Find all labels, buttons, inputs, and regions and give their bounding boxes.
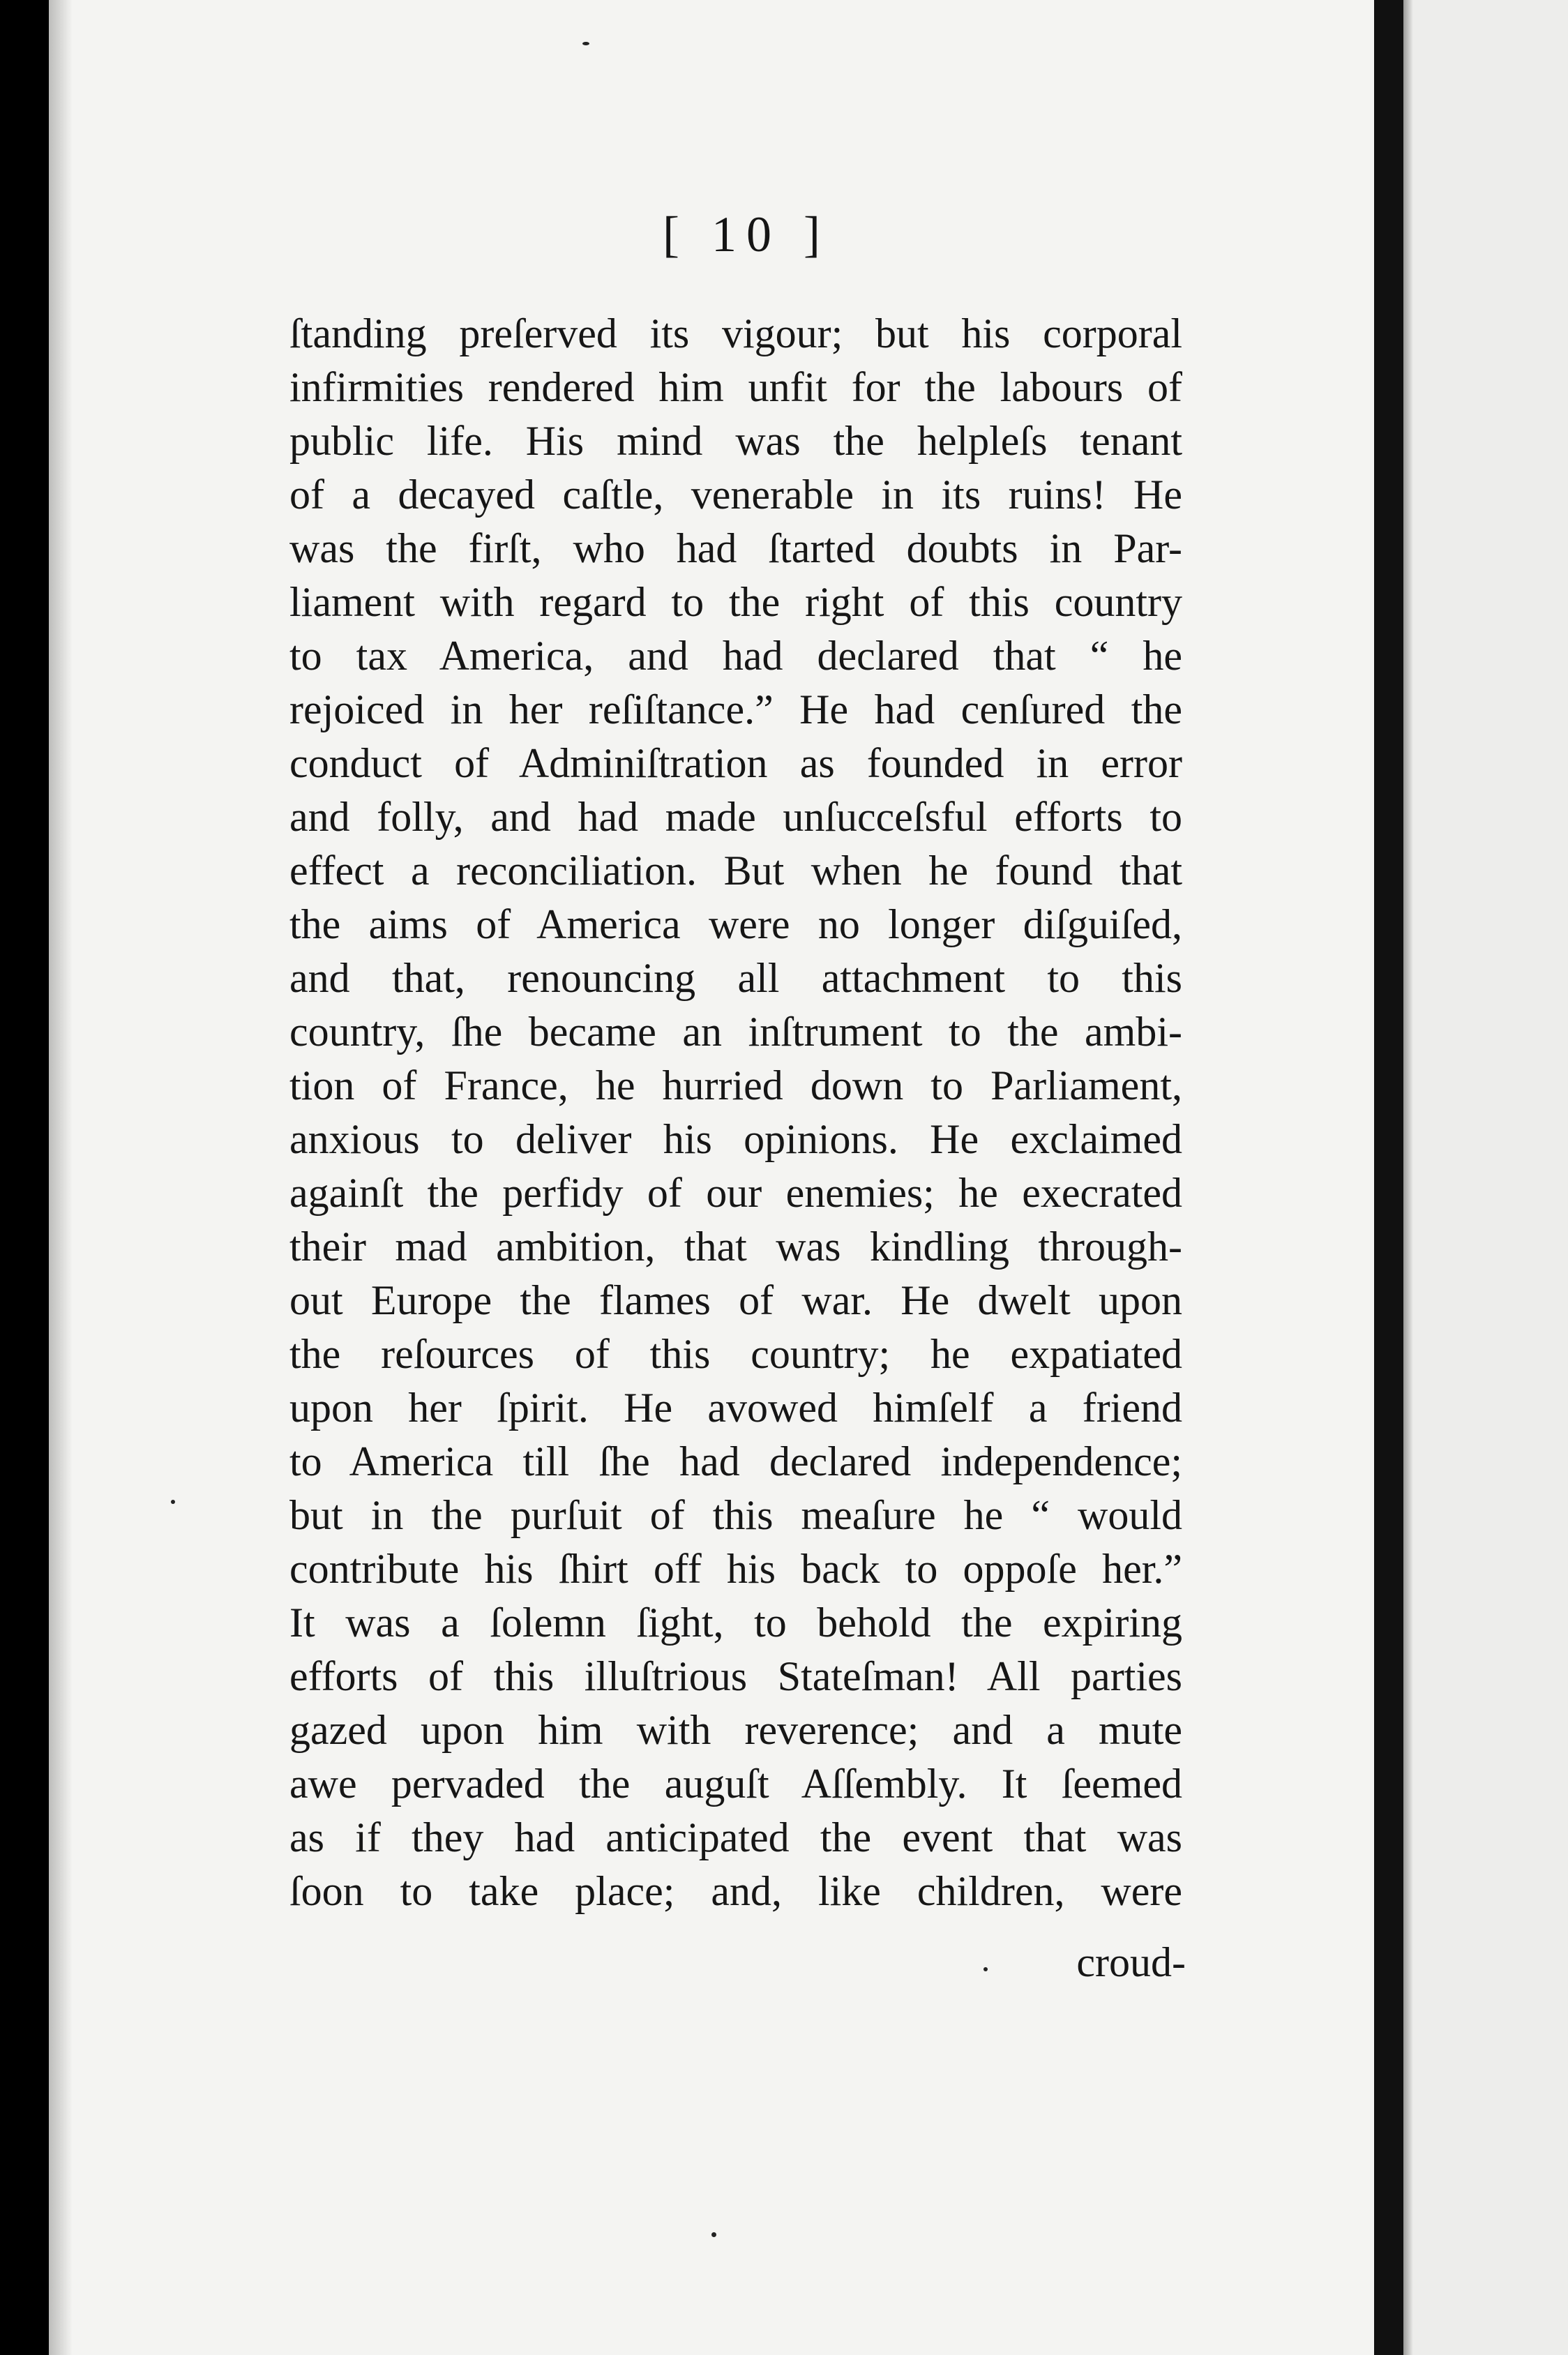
text-line: of a decayed caſtle, venerable in its ruins! He bbox=[289, 472, 1182, 518]
text-line: and that, renouncing all attachment to this bbox=[289, 955, 1182, 1001]
text-line: againſt the perfidy of our enemies; he execrated bbox=[289, 1170, 1182, 1216]
book-gutter bbox=[1374, 0, 1403, 2355]
text-line: It was a ſolemn ſight, to behold the expiring bbox=[289, 1600, 1182, 1646]
text-line: but in the purſuit of this meaſure he “ would bbox=[289, 1492, 1182, 1538]
text-line: the aims of America were no longer diſguiſed, bbox=[289, 901, 1182, 947]
text-line: ſtanding preſerved its vigour; but his corporal bbox=[289, 310, 1182, 356]
text-line: their mad ambition, that was kindling through- bbox=[289, 1224, 1182, 1270]
print-speck bbox=[711, 2232, 716, 2237]
text-line: to America till ſhe had declared independence; bbox=[289, 1438, 1182, 1484]
text-line: ſoon to take place; and, like children, were bbox=[289, 1868, 1182, 1914]
facing-page-edge bbox=[1403, 0, 1568, 2355]
text-line: the reſources of this country; he expatiated bbox=[289, 1331, 1182, 1377]
page-left-shadow bbox=[49, 0, 73, 2355]
text-line: liament with regard to the right of this country bbox=[289, 579, 1182, 625]
text-line: was the firſt, who had ſtarted doubts in Par- bbox=[289, 525, 1182, 571]
text-line: infirmities rendered him unfit for the labours of bbox=[289, 364, 1182, 410]
text-line: rejoiced in her reſiſtance.” He had cenſured the bbox=[289, 686, 1182, 732]
text-line: anxious to deliver his opinions. He exclaimed bbox=[289, 1116, 1182, 1162]
text-line: tion of France, he hurried down to Parliament, bbox=[289, 1062, 1182, 1108]
text-line: upon her ſpirit. He avowed himſelf a friend bbox=[289, 1385, 1182, 1431]
text-line: contribute his ſhirt off his back to oppoſe her.” bbox=[289, 1546, 1182, 1592]
body-text bbox=[289, 307, 1182, 1918]
text-line: conduct of Adminiſtration as founded in error bbox=[289, 740, 1182, 786]
print-speck bbox=[582, 42, 589, 45]
print-speck bbox=[983, 1967, 988, 1971]
text-line: country, ſhe became an inſtrument to the ambi- bbox=[289, 1009, 1182, 1055]
page-number: [ 10 ] bbox=[663, 206, 830, 262]
text-line: public life. His mind was the helpleſs tenant bbox=[289, 418, 1182, 464]
text-line: effect a reconciliation. But when he found that bbox=[289, 848, 1182, 894]
text-line: gazed upon him with reverence; and a mute bbox=[289, 1707, 1182, 1753]
text-line: awe pervaded the auguſt Aſſembly. It ſeemed bbox=[289, 1761, 1182, 1807]
facing-page-shadow bbox=[1403, 0, 1413, 2355]
text-line: as if they had anticipated the event that was bbox=[289, 1814, 1182, 1860]
text-line: and folly, and had made unſucceſsful efforts to bbox=[289, 794, 1182, 840]
text-line: out Europe the flames of war. He dwelt upon bbox=[289, 1277, 1182, 1323]
text-line: to tax America, and had declared that “ he bbox=[289, 633, 1182, 679]
print-speck bbox=[171, 1500, 175, 1504]
catchword: croud- bbox=[1076, 1939, 1186, 1985]
text-line: efforts of this illuſtrious Stateſman! All parties bbox=[289, 1653, 1182, 1699]
